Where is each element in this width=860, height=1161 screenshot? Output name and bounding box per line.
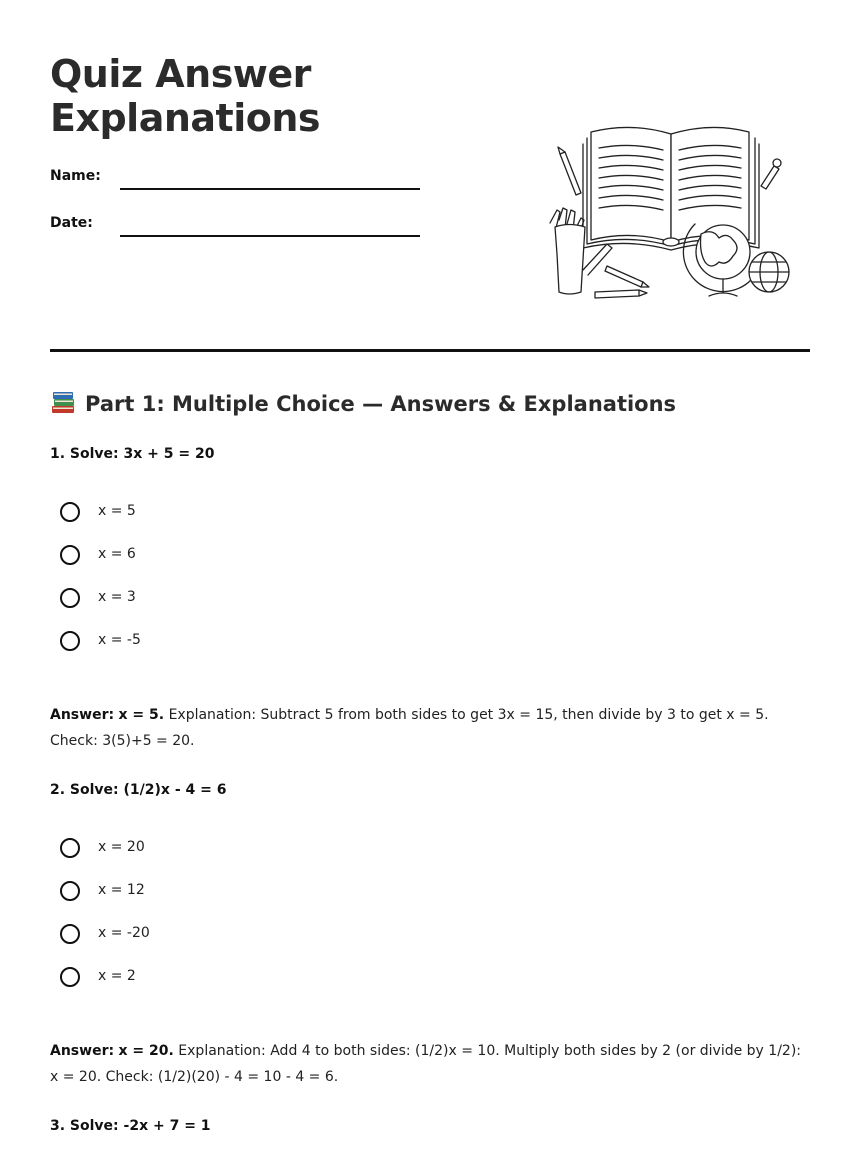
radio-button[interactable] bbox=[60, 838, 80, 858]
option-label: x = -5 bbox=[98, 632, 141, 648]
name-field[interactable] bbox=[50, 160, 430, 190]
radio-button[interactable] bbox=[60, 588, 80, 608]
answer-value: x = 5. bbox=[118, 707, 165, 723]
header-divider bbox=[50, 349, 810, 352]
marker-icon bbox=[761, 159, 781, 189]
option-label: x = 3 bbox=[98, 589, 136, 605]
answer-explanation bbox=[50, 1038, 810, 1090]
title-line-1: Quiz Answer bbox=[50, 52, 311, 96]
explanation-text: Explanation: Add 4 to both sides: (1/2)x = 10. Multiply both sides by 2 (or divide by 1/2): x = 20. Check: (1/2)(20) - 4 = 10 - 4 = 6. bbox=[50, 1043, 802, 1085]
option-label: x = 20 bbox=[98, 839, 145, 855]
radio-button[interactable] bbox=[60, 631, 80, 651]
pencil-icon bbox=[558, 147, 581, 195]
radio-button[interactable] bbox=[60, 502, 80, 522]
school-supplies-illustration bbox=[543, 120, 793, 305]
explanation-text: Explanation: Subtract 5 from both sides to get 3x = 15, then divide by 3 to get x = 5. Check: 3(5)+5 = 20. bbox=[50, 707, 769, 749]
answer-options bbox=[60, 502, 360, 674]
question-prompt: 2. Solve: (1/2)x - 4 = 6 bbox=[50, 782, 227, 798]
option-a[interactable] bbox=[60, 838, 360, 881]
option-c[interactable] bbox=[60, 924, 360, 967]
name-label: Name: bbox=[50, 168, 101, 184]
question-prompt: 1. Solve: 3x + 5 = 20 bbox=[50, 446, 215, 462]
option-label: x = 2 bbox=[98, 968, 136, 984]
option-c[interactable] bbox=[60, 588, 360, 631]
section-heading-text: Part 1: Multiple Choice — Answers & Explanations bbox=[85, 392, 677, 416]
radio-button[interactable] bbox=[60, 967, 80, 987]
option-label: x = 12 bbox=[98, 882, 145, 898]
option-d[interactable] bbox=[60, 967, 360, 1010]
option-a[interactable] bbox=[60, 502, 360, 545]
option-b[interactable] bbox=[60, 545, 360, 588]
radio-button[interactable] bbox=[60, 924, 80, 944]
answer-label: Answer: bbox=[50, 707, 115, 723]
books-icon bbox=[50, 389, 77, 415]
option-d[interactable] bbox=[60, 631, 360, 674]
radio-button[interactable] bbox=[60, 881, 80, 901]
answer-value: x = 20. bbox=[118, 1043, 174, 1059]
date-field[interactable] bbox=[50, 207, 430, 237]
name-line[interactable] bbox=[120, 188, 420, 190]
answer-options bbox=[60, 838, 360, 1010]
question-prompt: 3. Solve: -2x + 7 = 1 bbox=[50, 1118, 211, 1134]
answer-explanation bbox=[50, 702, 810, 754]
title-line-2: Explanations bbox=[50, 96, 321, 140]
radio-button[interactable] bbox=[60, 545, 80, 565]
option-label: x = 5 bbox=[98, 503, 136, 519]
date-label: Date: bbox=[50, 215, 93, 231]
section-heading bbox=[50, 388, 676, 420]
option-label: x = 6 bbox=[98, 546, 136, 562]
worksheet-page bbox=[50, 0, 810, 1161]
answer-label: Answer: bbox=[50, 1043, 115, 1059]
small-globe-icon bbox=[749, 252, 789, 292]
page-title bbox=[50, 52, 370, 140]
date-line[interactable] bbox=[120, 235, 420, 237]
option-b[interactable] bbox=[60, 881, 360, 924]
crayons-icon bbox=[595, 266, 649, 298]
option-label: x = -20 bbox=[98, 925, 150, 941]
